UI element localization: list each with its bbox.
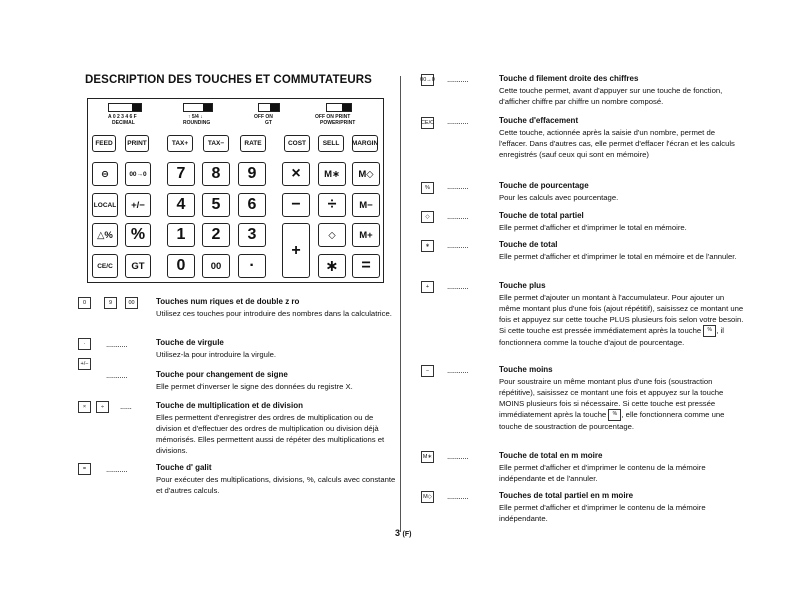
power-label: POWER/PRINT — [320, 120, 356, 126]
leader-dots: ........... — [447, 117, 469, 126]
page-number — [395, 528, 411, 538]
local-key[interactable]: LOCAL — [92, 193, 118, 217]
power-switch[interactable] — [326, 103, 352, 112]
key-icon-plus: + — [421, 281, 434, 293]
gt-switch[interactable] — [258, 103, 280, 112]
item-body-text: , elle fonctionnera comme une touche de soustraction de pourcentage. — [499, 410, 725, 431]
delete-key[interactable]: ⊖ — [92, 162, 118, 186]
item-heading: Touche plus — [499, 281, 546, 290]
item-body: Pour exécuter des multiplications, divisions, %, calculs avec constante et d'autres calculs. — [156, 475, 396, 495]
key-00[interactable]: 00 — [202, 254, 230, 278]
percent-icon: % — [608, 409, 621, 421]
item-heading: Touche d' galit — [156, 463, 212, 472]
key-icon-multiply: × — [78, 401, 91, 413]
key-icon-divide: ÷ — [96, 401, 109, 413]
leader-dots: ........... — [447, 182, 469, 191]
page-number-value: 3 — [395, 528, 401, 538]
key-4[interactable]: 4 — [167, 193, 195, 217]
item-body: Elles permettent d'enregistrer des ordres de multiplication ou de division et d'effectuer des ordres de multiplication ou division déjà mémorisés. Elles permettent aussi de répéter des multiplications et divisions. — [156, 413, 385, 455]
diamond-key[interactable]: ◇ — [318, 223, 346, 247]
key-icon-diamond: ◇ — [421, 211, 434, 223]
key-icon-point: · — [78, 338, 91, 350]
key-icon-m-diamond: M◇ — [421, 491, 434, 503]
item-heading: Touches num riques et de double z ro — [156, 297, 300, 306]
key-2[interactable]: 2 — [202, 223, 230, 247]
feed-key[interactable]: FEED — [92, 135, 116, 152]
leader-dots: ........... — [106, 465, 128, 474]
m-minus-key[interactable]: M− — [352, 193, 380, 217]
gt-key[interactable]: GT — [125, 254, 151, 278]
rounding-switch[interactable] — [183, 103, 213, 112]
item-heading: Touche de total — [499, 240, 558, 249]
item-heading: Touche de total partiel — [499, 211, 584, 220]
item-body: Pour les calculs avec pourcentage. — [499, 193, 619, 202]
key-icon-00: 00 — [125, 297, 138, 309]
leader-dots: ........... — [106, 340, 128, 349]
leader-dots: ........... — [447, 282, 469, 291]
item-body — [499, 292, 744, 348]
leader-dots: ........... — [447, 212, 469, 221]
sell-key[interactable]: SELL — [318, 135, 344, 152]
gt-label: GT — [265, 120, 272, 126]
item-body: Utilisez-la pour introduire la virgule. — [156, 350, 277, 359]
item-heading: Touche de multiplication et de division — [156, 401, 303, 410]
item-body: Cette touche, actionnée après la saisie d'un nombre, permet de l'effacer. Dans d'autres cas, elle permet d'effacer l'écran et les calculs enregistrés (sauf ceux qui sont en mémoire) — [499, 128, 735, 159]
page-number-suffix: (F) — [402, 531, 412, 538]
item-heading: Touche moins — [499, 365, 553, 374]
item-body: Elle permet d'afficher et d'imprimer le total en mémoire. — [499, 223, 687, 232]
key-icon-shift: 00→0 — [421, 74, 434, 86]
delta-percent-key[interactable]: △% — [92, 223, 118, 247]
decimal-label: DECIMAL — [112, 120, 135, 126]
leader-dots: ........... — [447, 241, 469, 250]
leader-dots: ........... — [447, 75, 469, 84]
item-body: Elle permet d'afficher et d'imprimer le contenu de la mémoire indépendante et de l'annuler. — [499, 463, 706, 483]
item-body: Elle permet d'afficher et d'imprimer le total en mémoire et de l'annuler. — [499, 252, 737, 261]
decimal-scale: A 0 2 3 4 6 F — [108, 114, 137, 120]
item-body: Elle permet d'inverser le signe des données du registre X. — [156, 382, 353, 391]
key-icon-0: 0 — [78, 297, 91, 309]
key-icon-m-star: M∗ — [421, 451, 434, 463]
key-1[interactable]: 1 — [167, 223, 195, 247]
item-heading: Touche de virgule — [156, 338, 224, 347]
page-title: DESCRIPTION DES TOUCHES ET COMMUTATEURS — [85, 74, 372, 86]
key-icon-minus: − — [421, 365, 434, 377]
item-body: Cette touche permet, avant d'appuyer sur une touche de fonction, d'afficher chiffre par chiffre un nombre composé. — [499, 86, 723, 106]
key-icon-equals: = — [78, 463, 91, 475]
item-body-text: , il fonctionnera comme la touche d'ajout de pourcentage. — [499, 326, 724, 347]
key-9[interactable]: 9 — [238, 162, 266, 186]
percent-key[interactable]: % — [125, 223, 151, 247]
key-icon-percent: % — [421, 182, 434, 194]
column-divider — [400, 76, 401, 532]
item-heading: Touche d'effacement — [499, 116, 579, 125]
key-0[interactable]: 0 — [167, 254, 195, 278]
item-body-text: Elle permet d'ajouter un montant à l'accumulateur. Pour ajouter un même montant plus d'une fois (ajout répétitif), saisissez ce montant une fois et appuyez sur cette touche PLUS plusieurs fois selon votre besoin. Si cette touche est pressée immédiatement après la touche — [499, 293, 744, 336]
ce-c-key[interactable]: CE/C — [92, 254, 118, 278]
item-body: Utilisez ces touches pour introduire des nombres dans la calculatrice. — [156, 309, 392, 318]
key-icon-star: ∗ — [421, 240, 434, 252]
item-heading: Touche de total en m moire — [499, 451, 603, 460]
plus-key[interactable]: + — [282, 223, 310, 278]
m-star-key[interactable]: M∗ — [318, 162, 346, 186]
key-5[interactable]: 5 — [202, 193, 230, 217]
key-3[interactable]: 3 — [238, 223, 266, 247]
leader-dots: ........... — [447, 492, 469, 501]
percent-icon: % — [703, 325, 716, 337]
item-heading: Touche de pourcentage — [499, 181, 589, 190]
decimal-point-key[interactable]: · — [238, 254, 266, 278]
cost-key[interactable]: COST — [284, 135, 310, 152]
key-icon-sign: +/− — [78, 358, 91, 370]
m-diamond-key[interactable]: M◇ — [352, 162, 380, 186]
item-heading: Touche d filement droite des chiffres — [499, 74, 639, 83]
m-plus-key[interactable]: M+ — [352, 223, 380, 247]
rate-key[interactable]: RATE — [240, 135, 266, 152]
shift-key[interactable]: 00→0 — [125, 162, 151, 186]
divide-key[interactable]: ÷ — [318, 193, 346, 217]
leader-dots: ........... — [447, 452, 469, 461]
tax-plus-key[interactable]: TAX+ — [167, 135, 193, 152]
item-body: Elle permet d'afficher et d'imprimer le contenu de la mémoire indépendante. — [499, 503, 706, 523]
tax-minus-key[interactable]: TAX− — [203, 135, 229, 152]
gt-scale: OFF ON — [254, 114, 273, 120]
decimal-switch[interactable] — [108, 103, 142, 112]
item-heading: Touches de total partiel en m moire — [499, 491, 634, 500]
key-7[interactable]: 7 — [167, 162, 195, 186]
key-icon-cec: CE/C — [421, 117, 434, 129]
key-6[interactable]: 6 — [238, 193, 266, 217]
keyboard-diagram — [87, 98, 384, 283]
leader-dots: ........... — [106, 371, 128, 380]
item-heading: Touche pour changement de signe — [156, 370, 288, 379]
leader-dots: ........... — [447, 366, 469, 375]
multiply-key[interactable]: × — [282, 162, 310, 186]
key-icon-9: 9 — [104, 297, 117, 309]
leader-dots: ...... — [120, 402, 132, 411]
star-key[interactable]: ∗ — [318, 254, 346, 278]
minus-key[interactable]: − — [282, 193, 310, 217]
print-key[interactable]: PRINT — [125, 135, 149, 152]
equals-key[interactable]: = — [352, 254, 380, 278]
item-body-text: Pour soustraire un même montant plus d'une fois (soustraction répétitive), saisissez ce montant une fois et appuyez sur la touche MOINS plusieurs fois si nécessaire. Si cette touche est pressée immédiatement après la touche — [499, 377, 724, 420]
item-body — [499, 376, 744, 432]
power-scale: OFF ON PRINT — [315, 114, 351, 120]
key-8[interactable]: 8 — [202, 162, 230, 186]
rounding-label: ROUNDING — [183, 120, 211, 126]
rounding-scale: ↑ 5/4 ↓ — [188, 114, 203, 120]
margin-key[interactable]: MARGIN — [352, 135, 378, 152]
sign-key[interactable]: +/− — [125, 193, 151, 217]
